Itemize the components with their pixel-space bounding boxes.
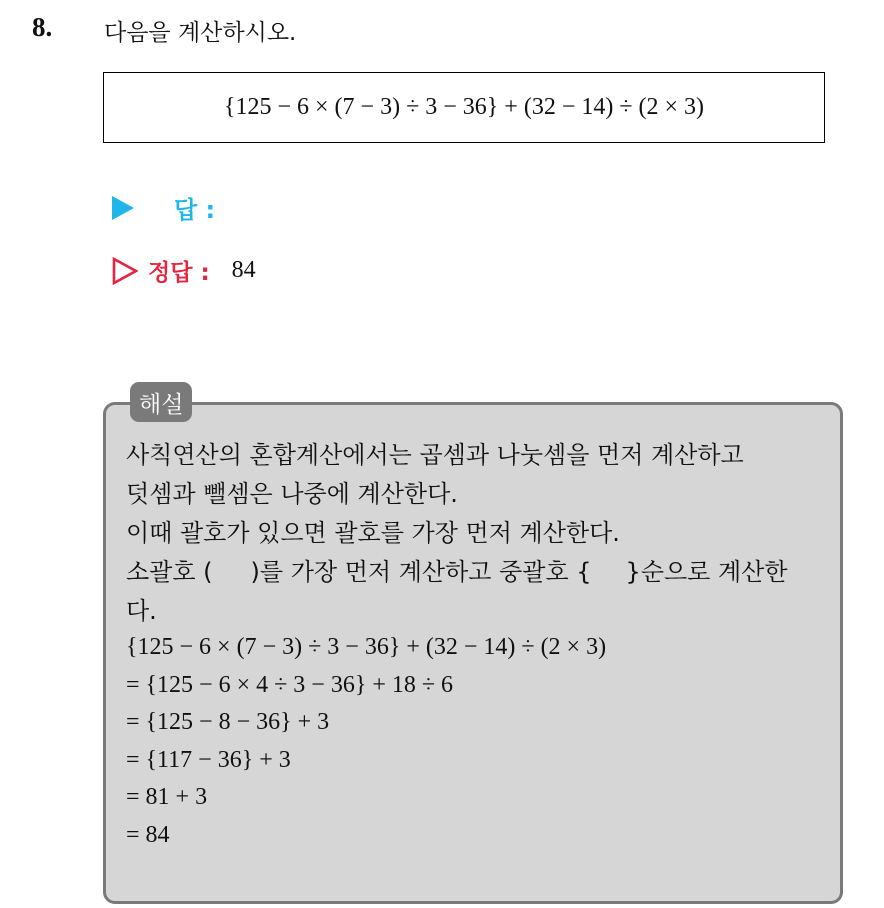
answer-label: 답 : (174, 196, 216, 224)
correct-answer-row (112, 254, 256, 287)
question-text: 다음을 계산하시오. (104, 20, 297, 46)
explanation-fragment: }순으로 계산한 (625, 558, 788, 586)
explanation-tag: 해설 (130, 382, 192, 422)
calc-step: = {117 − 36} + 3 (126, 746, 291, 773)
answer-row (112, 190, 215, 225)
correct-answer-value: 84 (231, 257, 256, 283)
expression: {125 − 6 × (7 − 3) ÷ 3 − 36} + (32 − 14) ÷ (2 × 3) (223, 94, 705, 120)
explanation-line (126, 553, 832, 592)
calc-step: = 84 (126, 821, 170, 848)
calc-step: {125 − 6 × (7 − 3) ÷ 3 − 36} + (32 − 14) ÷ (2 × 3) (126, 634, 607, 660)
explanation-line: 사칙연산의 혼합계산에서는 곱셈과 나눗셈을 먼저 계산하고 (126, 441, 744, 469)
calculation-steps (126, 629, 606, 854)
explanation-text (126, 436, 832, 631)
play-arrow-icon (112, 196, 134, 220)
calc-step: = 81 + 3 (126, 784, 208, 810)
explanation-line: 다. (126, 597, 157, 625)
calc-step: = {125 − 6 × 4 ÷ 3 − 36} + 18 ÷ 6 (126, 671, 454, 698)
explanation-line: 덧셈과 뺄셈은 나중에 계산한다. (126, 480, 458, 508)
explanation-fragment: 소괄호 ( (126, 558, 213, 586)
explanation-line: 이때 괄호가 있으면 괄호를 가장 먼저 계산한다. (126, 519, 620, 547)
question-number: 8. (32, 12, 53, 42)
outline-arrow-icon (112, 257, 138, 285)
correct-answer-label: 정답 : (148, 260, 210, 286)
explanation-fragment: )를 가장 먼저 계산하고 중괄호 { (250, 558, 592, 586)
expression-box (103, 72, 825, 143)
calc-step: = {125 − 8 − 36} + 3 (126, 709, 330, 735)
